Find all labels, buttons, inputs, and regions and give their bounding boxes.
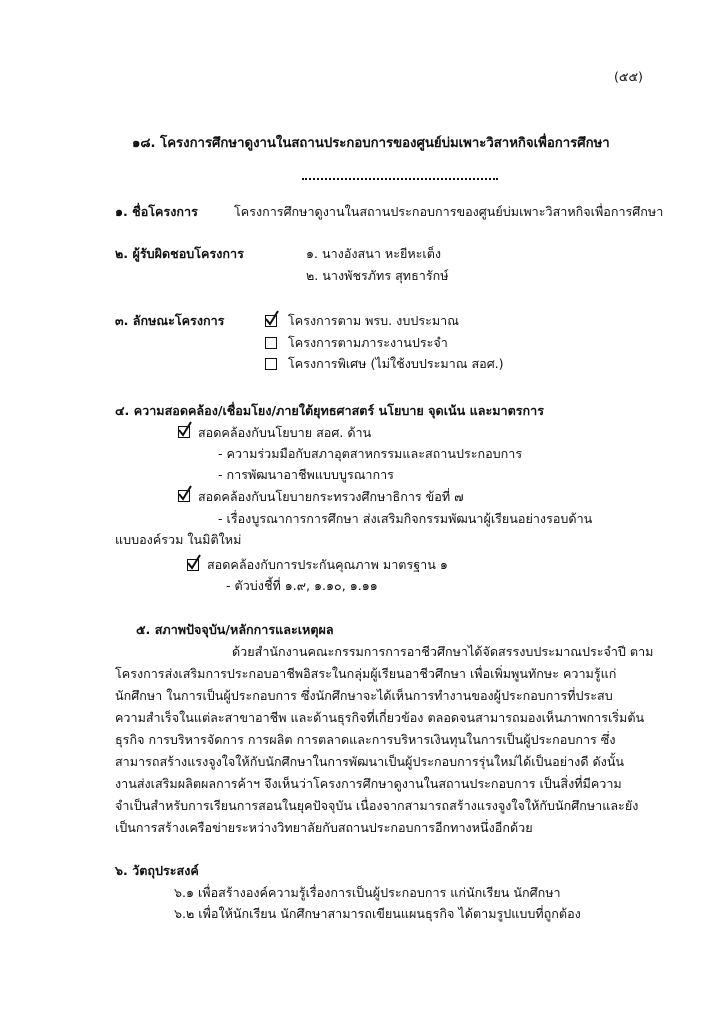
objectives-heading: ๖. วัตถุประสงค์: [115, 863, 199, 878]
title-dotted-line: [302, 178, 498, 180]
policy-moe-item-line-2: แบบองค์รวม ในมิติใหม่: [115, 532, 242, 547]
checkmark-icon: [187, 554, 201, 572]
project-type-option-budget: โครงการตาม พรบ. งบประมาณ: [288, 313, 459, 328]
checkmark-icon: [265, 310, 279, 328]
rationale-line: นักศึกษา ในการเป็นผู้ประกอบการ ซึ่งนักศึกษาจะได้เห็นการทำงานของผู้ประกอบการที่ประสบ: [115, 688, 613, 703]
rationale-line: ธุรกิจ การบริหารจัดการ การผลิต การตลาดและการบริหารเงินทุนในการเป็นผู้ประกอบการ ซึ่ง: [115, 732, 616, 747]
checkmark-icon: [178, 421, 192, 439]
project-type-checkbox-routine[interactable]: [265, 337, 277, 349]
project-type-label: ๓. ลักษณะโครงการ: [115, 313, 225, 328]
rationale-line: ความสำเร็จในแต่ละสาขาอาชีพ และด้านธุรกิจที่เกี่ยวข้อง ตลอดจนสามารถมองเห็นภาพการเริ่มต้น: [115, 710, 645, 725]
responsible-person-2: ๒. นางพัชรภัทร สุทธารักษ์: [306, 268, 449, 283]
rationale-line: สามารถสร้างแรงจูงใจให้กับนักศึกษาในการพัฒนาเป็นผู้ประกอบการรุ่นใหม่ได้เป็นอย่างดี ดังนั้น: [115, 754, 625, 769]
rationale-heading: ๕. สภาพปัจจุบัน/หลักการและเหตุผล: [136, 622, 334, 637]
quality-assurance-item: - ตัวบ่งชี้ที่ ๑.๙, ๑.๑๐, ๑.๑๑: [226, 578, 378, 593]
project-type-checkbox-budget[interactable]: [265, 315, 277, 327]
policy-vec-item-2: - การพัฒนาอาชีพแบบบูรณาการ: [218, 467, 394, 482]
rationale-line: ด้วยสำนักงานคณะกรรมการการอาชีวศึกษาได้จัดสรรงบประมาณประจำปี ตาม: [232, 644, 654, 659]
project-type-option-routine: โครงการตามภาระงานประจำ: [288, 335, 448, 350]
rationale-line: จำเป็นสำหรับการเรียนการสอนในยุคปัจจุบัน เนื่องจากสามารถสร้างแรงจูงใจให้กับนักศึกษาและยัง: [115, 798, 639, 813]
policy-moe-checkbox[interactable]: [178, 490, 190, 502]
checkmark-icon: [178, 485, 192, 503]
rationale-line: เป็นการสร้างเครือข่ายระหว่างวิทยาลัยกับสถานประกอบการอีกทางหนึ่งอีกด้วย: [115, 820, 533, 835]
project-name-value: โครงการศึกษาดูงานในสถานประกอบการของศูนย์บ่มเพาะวิสาหกิจเพื่อการศึกษา: [234, 204, 664, 219]
policy-vec-item-1: - ความร่วมมือกับสภาอุตสาหกรรมและสถานประกอบการ: [218, 446, 523, 461]
policy-vec-checkbox[interactable]: [178, 426, 190, 438]
responsible-label: ๒. ผู้รับผิดชอบโครงการ: [115, 246, 244, 261]
document-title: ๑๘. โครงการศึกษาดูงานในสถานประกอบการของศูนย์บ่มเพาะวิสาหกิจเพื่อการศึกษา: [132, 136, 610, 151]
policy-moe-text: สอดคล้องกับนโยบายกระทรวงศึกษาธิการ ข้อที่ ๗: [198, 489, 464, 504]
quality-assurance-text: สอดคล้องกับการประกันคุณภาพ มาตรฐาน ๑: [207, 557, 448, 572]
policy-vec-text: สอดคล้องกับนโยบาย สอศ. ด้าน: [198, 425, 372, 440]
policy-moe-item-line-1: - เรื่องบูรณาการการศึกษา ส่งเสริมกิจกรรมพัฒนาผู้เรียนอย่างรอบด้าน: [218, 511, 593, 526]
rationale-line: งานส่งเสริมผลิตผลการค้าฯ จึงเห็นว่าโครงการศึกษาดูงานในสถานประกอบการ เป็นสิ่งที่มีความ: [115, 776, 622, 791]
project-type-option-special: โครงการพิเศษ (ไม่ใช้งบประมาณ สอศ.): [288, 356, 504, 371]
rationale-line: โครงการส่งเสริมการประกอบอาชีพอิสระในกลุ่มผู้เรียนอาชีวศึกษา เพื่อเพิ่มพูนทักษะ ความรู้แก่: [115, 666, 617, 681]
alignment-heading: ๔. ความสอดคล้อง/เชื่อมโยง/ภายใต้ยุทธศาสตร์ นโยบาย จุดเน้น และมาตรการ: [115, 403, 545, 418]
page-number: (๕๕): [614, 69, 643, 84]
project-name-label: ๑. ชื่อโครงการ: [115, 204, 198, 219]
objective-item-1: ๖.๑ เพื่อสร้างองค์ความรู้เรื่องการเป็นผู้ประกอบการ แก่นักเรียน นักศึกษา: [174, 885, 561, 900]
responsible-person-1: ๑. นางอังสนา หะยีหะเต็ง: [306, 246, 442, 261]
quality-assurance-checkbox[interactable]: [187, 559, 199, 571]
project-type-checkbox-special[interactable]: [265, 358, 277, 370]
objective-item-2: ๖.๒ เพื่อให้นักเรียน นักศึกษาสามารถเขียนแผนธุรกิจ ได้ตามรูปแบบที่ถูกต้อง: [174, 906, 581, 921]
